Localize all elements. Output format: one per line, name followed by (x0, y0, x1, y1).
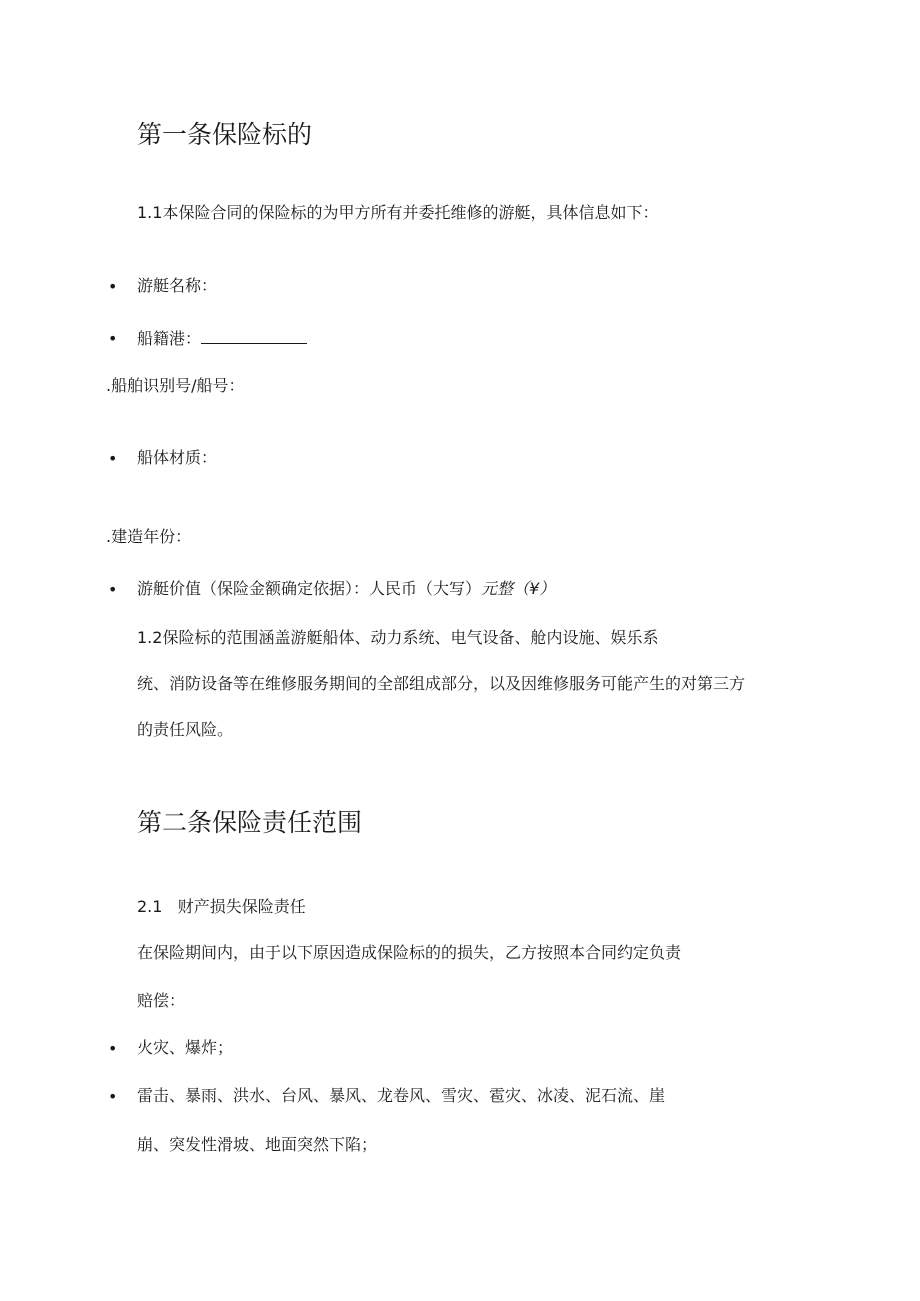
list-item-fire: 火灾、爆炸； (137, 1038, 234, 1057)
fill-in-blank[interactable] (201, 326, 307, 344)
section2-subheading: 2.1 财产损失保险责任 (137, 897, 306, 916)
field-yacht-name: 游艇名称： (137, 276, 218, 295)
list-item-natural-disaster-line-1: 雷击、暴雨、洪水、台风、暴风、龙卷风、雪灾、雹灾、冰凌、泥石流、崖 (137, 1086, 666, 1105)
field-port-registry (137, 326, 307, 351)
bullet-marker: • (108, 329, 118, 348)
bullet-marker: • (108, 277, 118, 296)
bullet-marker: • (108, 1087, 118, 1106)
bullet-marker: • (108, 1039, 118, 1058)
field-value-prefix: 游艇价值（保险金额确定依据）：人民币（大写） (137, 579, 482, 598)
field-build-year: .建造年份： (106, 527, 192, 546)
field-port-label: 船籍港： (137, 329, 202, 348)
section2-para-line-1: 在保险期间内，由于以下原因造成保险标的的损失，乙方按照本合同约定负责 (137, 943, 682, 962)
field-value-suffix: 元整（¥） (481, 579, 556, 598)
section2-para-line-2: 赔偿： (137, 991, 186, 1010)
scope-line-1: 1.2保险标的范围涵盖游艇船体、动力系统、电气设备、舱内设施、娱乐系 (137, 628, 659, 647)
section2-heading: 第二条保险责任范围 (137, 808, 363, 837)
scope-line-2: 统、消防设备等在维修服务期间的全部组成部分，以及因维修服务可能产生的对第三方 (137, 674, 746, 693)
field-yacht-value (137, 577, 555, 601)
bullet-marker: • (108, 449, 118, 468)
list-item-natural-disaster-line-2: 崩、突发性滑坡、地面突然下陷； (137, 1135, 378, 1154)
field-hull-material: 船体材质： (137, 448, 218, 467)
section1-intro: 1.1本保险合同的保险标的为甲方所有并委托维修的游艇，具体信息如下： (137, 203, 659, 222)
field-ship-id: .船舶识别号/船号： (106, 376, 245, 395)
scope-line-3: 的责任风险。 (137, 720, 234, 739)
bullet-marker: • (108, 580, 118, 599)
section1-heading: 第一条保险标的 (137, 120, 313, 149)
